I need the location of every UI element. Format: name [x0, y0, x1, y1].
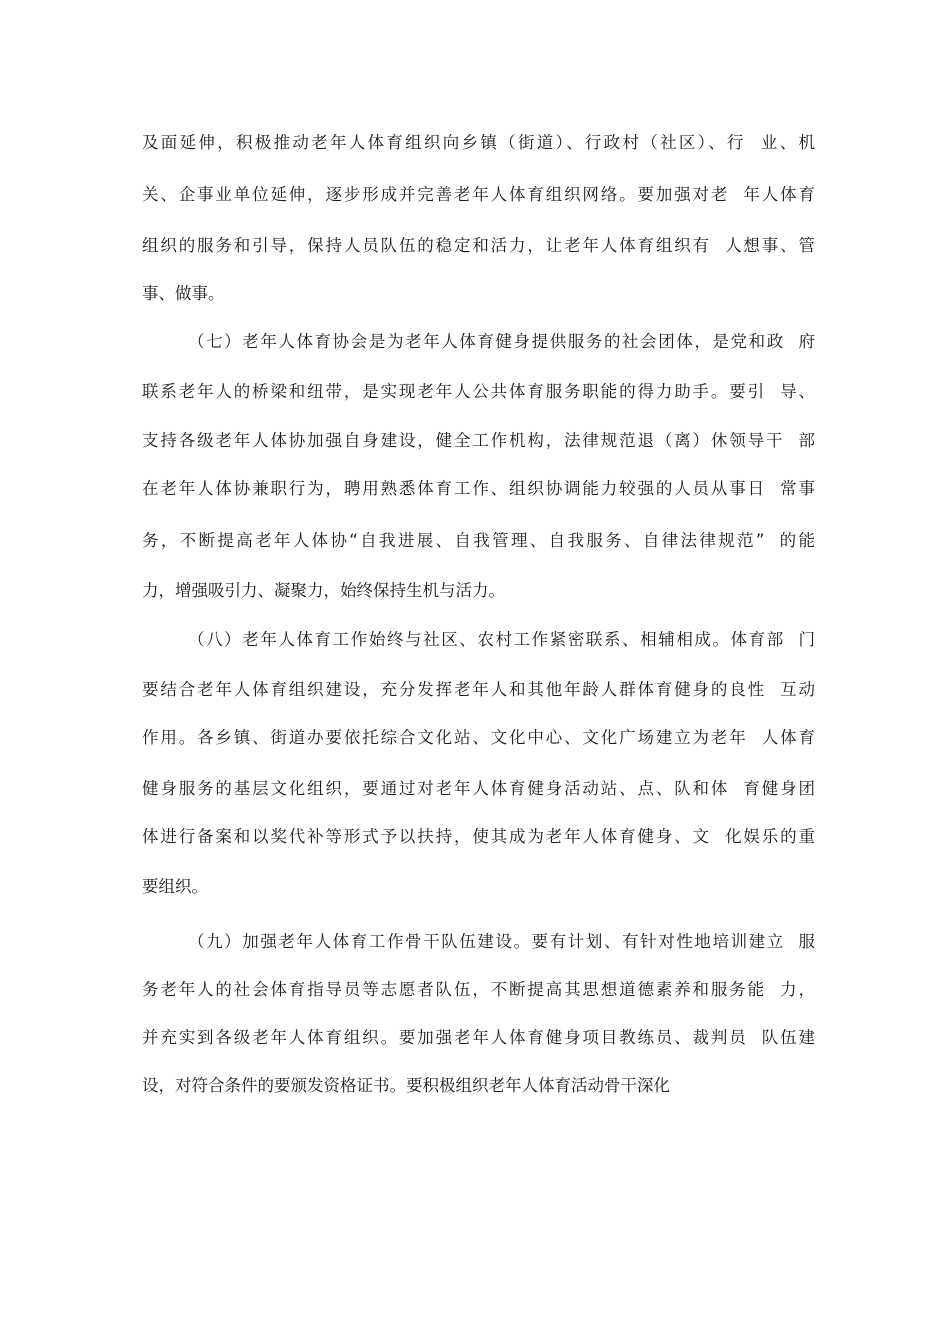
text-line: 在老年人体协兼职行为，聘用熟悉体育工作、组织协调能力较强的人员从事日 常事 — [142, 479, 815, 498]
text-line: 关、企事业单位延伸，逐步形成并完善老年人体育组织网络。要加强对老 年人体育 — [142, 185, 815, 204]
text-line: 组织的服务和引导，保持人员队伍的稳定和活力，让老年人体育组织有 人想事、管 — [142, 236, 815, 255]
text-line: 联系老年人的桥梁和纽带，是实现老年人公共体育服务职能的得力助手。要引 导、 — [142, 382, 815, 401]
text-line: 要组织。 — [142, 877, 208, 896]
text-line: 事、做事。 — [142, 284, 225, 303]
text-line: 支持各级老年人体协加强自身建设，健全工作机构，法律规范退（离）休领导干 部 — [142, 431, 815, 450]
text-line: 作用。各乡镇、街道办要依托综合文化站、文化中心、文化广场建立为老年 人体育 — [142, 728, 815, 747]
text-line: （九）加强老年人体育工作骨干队伍建设。要有计划、有针对性地培训建立 服 — [188, 932, 815, 951]
text-line: 并充实到各级老年人体育组织。要加强老年人体育健身项目教练员、裁判员 队伍建 — [142, 1028, 815, 1047]
text-line: 要结合老年人体育组织建设，充分发挥老年人和其他年龄人群体育健身的良性 互动 — [142, 680, 815, 699]
text-line: 体进行备案和以奖代补等形式予以扶持，使其成为老年人体育健身、文 化娱乐的重 — [142, 827, 815, 846]
text-line: 力，增强吸引力、凝聚力，始终保持生机与活力。 — [142, 581, 505, 600]
text-line: 设，对符合条件的要颁发资格证书。要积极组织老年人体育活动骨干深化 — [142, 1076, 670, 1095]
text-line: 务老年人的社会体育指导员等志愿者队伍，不断提高其思想道德素养和服务能 力， — [142, 980, 815, 999]
text-line: 及面延伸，积极推动老年人体育组织向乡镇（街道）、行政村（社区）、行 业、机 — [142, 133, 815, 152]
text-line: 健身服务的基层文化组织，要通过对老年人体育健身活动站、点、队和体 育健身团 — [142, 779, 815, 798]
text-line: 务，不断提高老年人体协“自我进展、自我管理、自我服务、自律法律规范” 的能 — [142, 531, 815, 550]
text-line: （七）老年人体育协会是为老年人体育健身提供服务的社会团体，是党和政 府 — [188, 332, 815, 351]
text-line: （八）老年人体育工作始终与社区、农村工作紧密联系、相辅相成。体育部 门 — [188, 630, 815, 649]
